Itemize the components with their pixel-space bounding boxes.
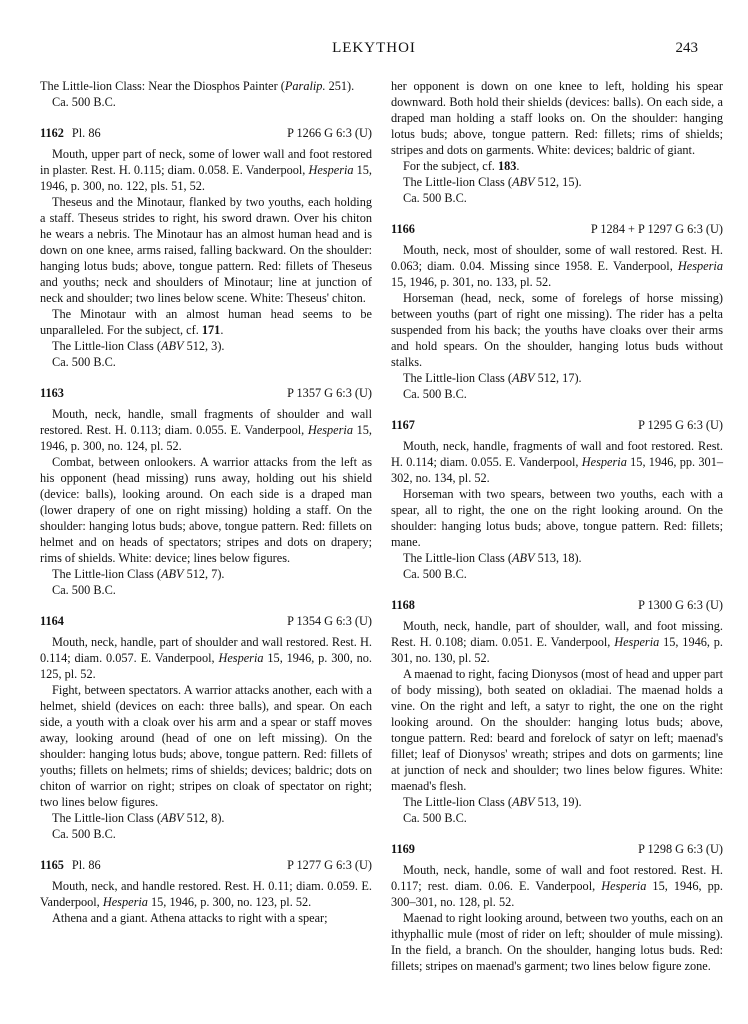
entry-heading-1166: 1166 P 1284 + P 1297 G 6:3 (U) [391,222,723,236]
class-attribution: The Little-lion Class (ABV 512, 7). [52,567,225,581]
page-number: 243 [675,40,698,56]
entry-description: Mouth, neck, handle, small fragments of shoulder and wall restored. Rest. H. 0.113; diam. 0.055. E. Vanderpool, Hesperia 15, 1946, p. 300, no. 124, pl. 52. [40,407,372,453]
entry-scene: Theseus and the Minotaur, flanked by two youths, each holding a staff. Theseus strides to right, his sword drawn. Over his chiton he wears a nebris. The Minotaur has an almost human head and is down on one knee, arms raised, falling backward. On the shoulder: hanging lotus buds; above, tongue pattern. Red: fillets of Theseus and youths; neck and shoulders of Minotaur; line at junction of neck and shoulder; two lines below scene. White: Theseus' chiton. [40,195,372,305]
class-intro: The Little-lion Class: Near the Diosphos Painter (Paralip. 251). [40,79,355,93]
date-line: Ca. 500 B.C. [52,583,116,597]
entry-scene-continued: her opponent is down on one knee to left, holding his spear downward. Both hold their shields (devices: balls). On each side, a draped man holding a staff looks on. On the shoulder: hanging lotus buds; above, tongue pattern. Red: fillets; rims of shields; stripes and dots on garments. White: devices; baldric of giant. [391,79,723,157]
entry-description: Mouth, neck, handle, some of wall and foot restored. Rest. H. 0.117; rest. diam. 0.06. E. Vanderpool, Hesperia 15, 1946, pp. 300–301, no. 128, pl. 52. [391,863,723,909]
entry-description: Mouth, neck, and handle restored. Rest. H. 0.11; diam. 0.059. E. Vanderpool, Hesperia 15, 1946, p. 300, no. 123, pl. 52. [40,879,372,909]
entry-scene: Athena and a giant. Athena attacks to right with a spear; [52,911,328,925]
class-attribution: The Little-lion Class (ABV 513, 19). [403,795,582,809]
running-title: LEKYTHOI [332,40,416,56]
entry-heading-1167: 1167 P 1295 G 6:3 (U) [391,418,723,432]
entry-heading-1169: 1169 P 1298 G 6:3 (U) [391,842,723,856]
entry-heading-1162: 1162 Pl. 86 P 1266 G 6:3 (U) [40,126,372,140]
date-line: Ca. 500 B.C. [52,355,116,369]
entry-description: Mouth, neck, handle, part of shoulder and wall restored. Rest. H. 0.114; diam. 0.057. E. Vanderpool, Hesperia 15, 1946, p. 300, no. 125, pl. 52. [40,635,372,681]
entry-description: Mouth, neck, handle, part of shoulder, wall, and foot missing. Rest. H. 0.108; diam. 0.051. E. Vanderpool, Hesperia 15, 1946, p. 301, no. 130, pl. 52. [391,619,723,665]
entry-scene: Maenad to right looking around, between two youths, each on an ithyphallic mule (most of rider on left; shoulder of mule missing). In the field, a branch. On the shoulder, hanging lotus buds. Red: fillets; stripes on maenad's garment; two lines below figure zone. [391,911,723,973]
entry-scene: Fight, between spectators. A warrior attacks another, each with a helmet, shield (devices on each: three balls), and spear. On each side, a youth with a cloak over his arm and a spear or staff moves away, looking around (head of one on left missing). On the shoulder: hanging lotus buds; above, tongue pattern. Red: fillets of youths; fillets on helmets; rims of shields; devices; baldric; dots on chiton of warrior on right; stripes on cloak of spectator on right; two lines below figures. [40,683,372,809]
entry-heading-1163: 1163 P 1357 G 6:3 (U) [40,386,372,400]
date-line: Ca. 500 B.C. [403,811,467,825]
entry-scene: Horseman (head, neck, some of forelegs of horse missing) between youths (part of right one missing). The rider has a pelta suspended from his back; the youths have cloaks over their arms and hold spears. On the shoulder, hanging lotus buds without stalks. [391,291,723,369]
entry-heading-1168: 1168 P 1300 G 6:3 (U) [391,598,723,612]
date-line: Ca. 500 B.C. [52,827,116,841]
right-column [391,78,723,974]
class-attribution: The Little-lion Class (ABV 512, 3). [52,339,225,353]
date-line: Ca. 500 B.C. [52,95,116,109]
class-attribution: The Little-lion Class (ABV 513, 18). [403,551,582,565]
entry-description: Mouth, neck, most of shoulder, some of wall restored. Rest. H. 0.063; diam. 0.04. Missing since 1958. E. Vanderpool, Hesperia 15, 1946, p. 301, no. 133, pl. 52. [391,243,723,289]
class-attribution: The Little-lion Class (ABV 512, 17). [403,371,582,385]
date-line: Ca. 500 B.C. [403,387,467,401]
class-attribution: The Little-lion Class (ABV 512, 15). [403,175,582,189]
entry-note: The Minotaur with an almost human head seems to be unparalleled. For the subject, cf. 171. [40,307,372,337]
entry-heading-1164: 1164 P 1354 G 6:3 (U) [40,614,372,628]
entry-heading-1165: 1165 Pl. 86 P 1277 G 6:3 (U) [40,858,372,872]
class-attribution: The Little-lion Class (ABV 512, 8). [52,811,225,825]
entry-scene: Combat, between onlookers. A warrior attacks from the left as his opponent (head missing) runs away, holding out his shield (device: balls), looking around. On each side is a draped man (lower drapery of one on right missing) holding a staff. On the shoulder: hanging lotus buds; above, tongue pattern. Red: fillets on helmet and on heads of spectators; stripes and dots on drapery; rims of shields. White: device; lines below figures. [40,455,372,565]
date-line: Ca. 500 B.C. [403,567,467,581]
date-line: Ca. 500 B.C. [403,191,467,205]
running-header [0,40,748,62]
left-column [40,78,372,926]
entry-scene: A maenad to right, facing Dionysos (most of head and upper part of body missing), both seated on okladiai. The maenad holds a vine. On the right and left, a satyr to right, the one on the right looking around. On the shoulder: hanging lotus buds; above, tongue pattern. Red: beard and forelock of satyr on left; maenad's fillet; leaf of Dionysos' wreath; stripes and dots on garments; line at junction of neck and shoulder; two lines below figures. White: maenad's flesh. [391,667,723,793]
entry-scene: Horseman with two spears, between two youths, each with a spear, all to right, the one on the right looking around. On the shoulder: hanging lotus buds; above, tongue pattern. Red: fillets; mane. [391,487,723,549]
entry-description: Mouth, upper part of neck, some of lower wall and foot restored in plaster. Rest. H. 0.115; diam. 0.058. E. Vanderpool, Hesperia 15, 1946, p. 300, no. 122, pls. 51, 52. [40,147,373,193]
entry-description: Mouth, neck, handle, fragments of wall and foot restored. Rest. H. 0.114; diam. 0.055. E. Vanderpool, Hesperia 15, 1946, pp. 301–302, no. 134, pl. 52. [391,439,723,485]
entry-note: For the subject, cf. 183. [403,159,520,173]
